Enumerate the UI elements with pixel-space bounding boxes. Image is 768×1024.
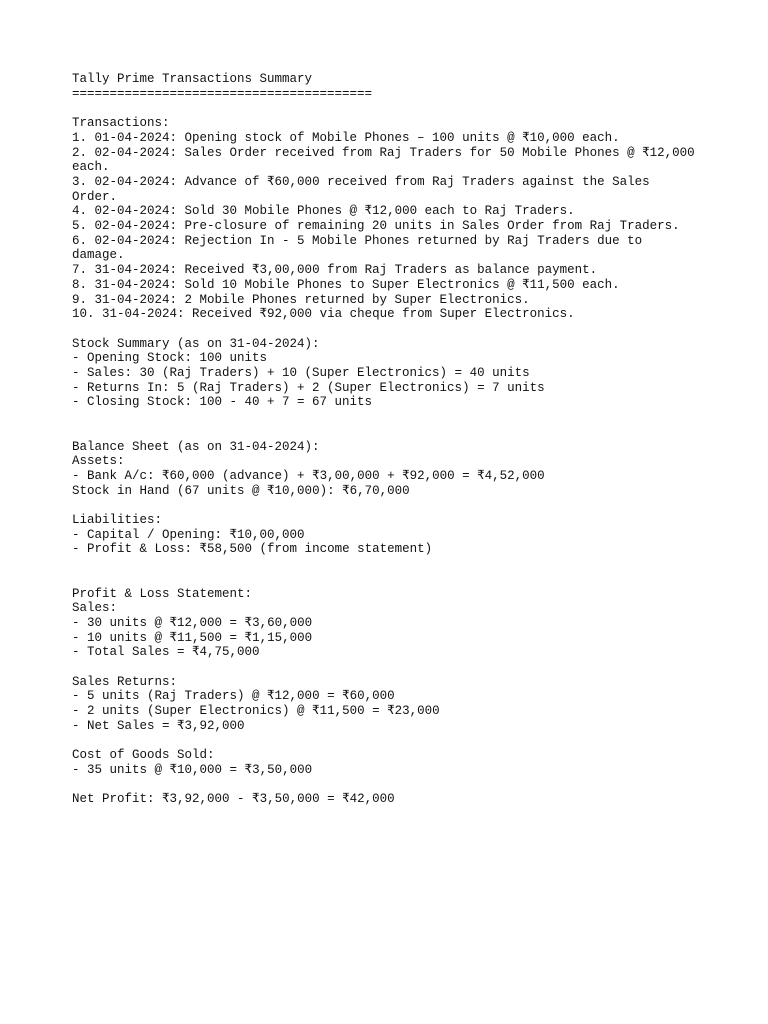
profit-loss-heading: Profit & Loss Statement:	[72, 586, 253, 601]
spacer	[72, 410, 712, 425]
sales-line: - 30 units @ ₹12,000 = ₹3,60,000	[72, 615, 313, 630]
asset-line: Stock in Hand (67 units @ ₹10,000): ₹6,70,000	[72, 483, 410, 498]
spacer	[72, 660, 712, 675]
transaction-line: 10. 31-04-2024: Received ₹92,000 via cheque from Super Electronics.	[72, 307, 575, 322]
document-title: Tally Prime Transactions Summary	[72, 72, 313, 86]
spacer	[72, 322, 712, 337]
sales-line: - Total Sales = ₹4,75,000	[72, 645, 260, 660]
transaction-line: 1. 01-04-2024: Opening stock of Mobile Phones – 100 units @ ₹10,000 each.	[72, 130, 620, 145]
transaction-line: 8. 31-04-2024: Sold 10 Mobile Phones to Super Electronics @ ₹11,500 each.	[72, 277, 620, 292]
spacer	[72, 101, 712, 116]
spacer	[72, 425, 712, 440]
document-page	[72, 72, 712, 807]
transaction-line: 9. 31-04-2024: 2 Mobile Phones returned by Super Electronics.	[72, 292, 530, 307]
liabilities-heading: Liabilities:	[72, 513, 163, 528]
cogs-heading: Cost of Goods Sold:	[72, 748, 215, 763]
title-rule: ========================================	[72, 86, 373, 101]
cogs-line: - 35 units @ ₹10,000 = ₹3,50,000	[72, 762, 313, 777]
spacer	[72, 778, 712, 793]
transactions-section	[72, 116, 712, 322]
balance-sheet-heading: Balance Sheet (as on 31-04-2024):	[72, 439, 320, 454]
stock-summary-line: - Closing Stock: 100 - 40 + 7 = 67 units	[72, 395, 373, 410]
transaction-line: Order.	[72, 189, 118, 204]
stock-summary-heading: Stock Summary (as on 31-04-2024):	[72, 336, 320, 351]
transaction-line: damage.	[72, 248, 125, 263]
stock-summary-section	[72, 337, 712, 411]
stock-summary-line: - Sales: 30 (Raj Traders) + 10 (Super Electronics) = 40 units	[72, 366, 530, 381]
sales-line: - 10 units @ ₹11,500 = ₹1,15,000	[72, 630, 313, 645]
transaction-line: 6. 02-04-2024: Rejection In - 5 Mobile Phones returned by Raj Traders due to	[72, 233, 643, 248]
stock-summary-line: - Opening Stock: 100 units	[72, 351, 268, 366]
transaction-line: 3. 02-04-2024: Advance of ₹60,000 received from Raj Traders against the Sales	[72, 174, 650, 189]
transaction-line: each.	[72, 160, 110, 175]
spacer	[72, 572, 712, 587]
sales-returns-line: - 5 units (Raj Traders) @ ₹12,000 = ₹60,000	[72, 689, 395, 704]
sales-returns-heading: Sales Returns:	[72, 674, 178, 689]
sales-heading: Sales:	[72, 601, 118, 616]
assets-heading: Assets:	[72, 454, 125, 469]
transaction-line: 5. 02-04-2024: Pre-closure of remaining 20 units in Sales Order from Raj Traders.	[72, 219, 680, 234]
sales-returns-line: - 2 units (Super Electronics) @ ₹11,500 = ₹23,000	[72, 704, 440, 719]
spacer	[72, 734, 712, 749]
liability-line: - Capital / Opening: ₹10,00,000	[72, 527, 305, 542]
stock-summary-line: - Returns In: 5 (Raj Traders) + 2 (Super Electronics) = 7 units	[72, 380, 545, 395]
spacer	[72, 557, 712, 572]
liability-line: - Profit & Loss: ₹58,500 (from income statement)	[72, 542, 433, 557]
profit-loss-section	[72, 587, 712, 808]
transaction-line: 7. 31-04-2024: Received ₹3,00,000 from Raj Traders as balance payment.	[72, 263, 598, 278]
net-profit-line: Net Profit: ₹3,92,000 - ₹3,50,000 = ₹42,000	[72, 792, 395, 807]
sales-returns-line: - Net Sales = ₹3,92,000	[72, 718, 245, 733]
transactions-heading: Transactions:	[72, 116, 170, 131]
balance-sheet-section	[72, 440, 712, 558]
asset-line: - Bank A/c: ₹60,000 (advance) + ₹3,00,000 + ₹92,000 = ₹4,52,000	[72, 468, 545, 483]
transaction-line: 2. 02-04-2024: Sales Order received from Raj Traders for 50 Mobile Phones @ ₹12,000	[72, 145, 695, 160]
spacer	[72, 498, 712, 513]
transaction-line: 4. 02-04-2024: Sold 30 Mobile Phones @ ₹12,000 each to Raj Traders.	[72, 204, 575, 219]
